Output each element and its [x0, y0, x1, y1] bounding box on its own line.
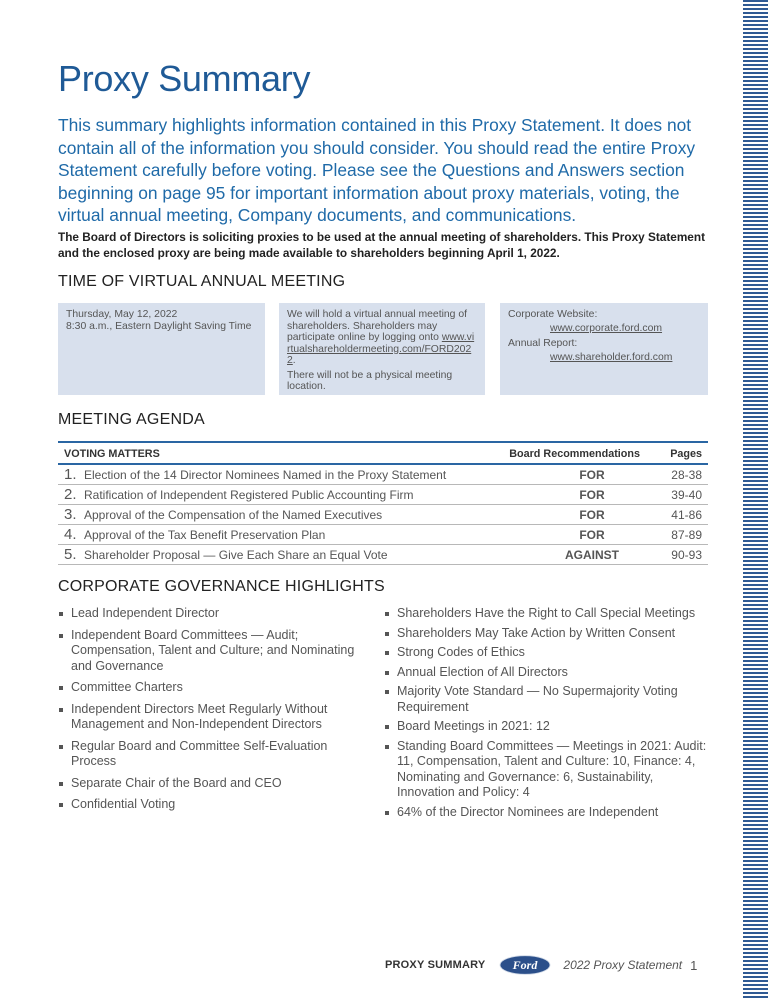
item-pages: 28-38 — [646, 464, 708, 485]
item-recommendation: FOR — [494, 485, 646, 505]
item-matter: Approval of the Compensation of the Named Executives — [84, 508, 383, 522]
footer-publication: 2022 Proxy Statement — [563, 958, 683, 972]
item-number: 3. — [64, 506, 77, 523]
meeting-time: 8:30 a.m., Eastern Daylight Saving Time — [66, 320, 252, 332]
decorative-stripe-band — [743, 0, 768, 1000]
item-matter: Election of the 14 Director Nominees Named in the Proxy Statement — [84, 468, 447, 482]
agenda-header-row — [58, 442, 708, 464]
agenda-row — [58, 464, 708, 485]
page-footer — [385, 955, 697, 975]
governance-item: Committee Charters — [58, 680, 368, 696]
item-recommendation: FOR — [494, 525, 646, 545]
annual-report-label: Annual Report: — [508, 338, 578, 349]
governance-item: Independent Directors Meet Regularly Without Management and Non-Independent Directors — [58, 702, 368, 733]
governance-item: Shareholders Have the Right to Call Special Meetings — [384, 606, 714, 622]
agenda-row — [58, 505, 708, 525]
governance-item: Regular Board and Committee Self-Evaluation Process — [58, 739, 368, 770]
corporate-website-link[interactable]: www.corporate.ford.com — [550, 322, 663, 334]
col-board-recommendations: Board Recommendations — [494, 442, 646, 464]
ford-logo-icon — [499, 955, 551, 975]
item-number: 5. — [64, 546, 77, 563]
virtual-meeting-box: We will hold a virtual annual meeting of shareholders. Shareholders may participate online by logging onto www.virtualshareholdermeeting.com/FORD2022. There will not be a physical meeting location. — [279, 303, 485, 395]
governance-item: Standing Board Committees — Meetings in 2021: Audit: 11, Compensation, Talent and Culture: 10, Finance: 4, Nominating and Governance: 6, Sustainability, Innovation and Policy: 4 — [384, 739, 714, 801]
annual-report-link[interactable]: www.shareholder.ford.com — [550, 351, 673, 363]
website-label: Corporate Website: — [508, 309, 598, 320]
governance-item: Majority Vote Standard — No Supermajority Voting Requirement — [384, 684, 714, 715]
col-voting-matters: VOTING MATTERS — [58, 442, 494, 464]
item-recommendation: AGAINST — [494, 545, 646, 565]
page-title: Proxy Summary — [58, 58, 311, 99]
governance-item: Board Meetings in 2021: 12 — [384, 719, 714, 735]
no-physical-location-text: There will not be a physical meeting location. — [287, 369, 453, 392]
governance-item: Shareholders May Take Action by Written Consent — [384, 626, 714, 642]
item-matter: Approval of the Tax Benefit Preservation Plan — [84, 528, 326, 542]
agenda-table — [58, 441, 708, 565]
ford-logo-text: Ford — [513, 958, 538, 972]
item-pages: 41-86 — [646, 505, 708, 525]
governance-item: Separate Chair of the Board and CEO — [58, 776, 368, 792]
governance-item: Confidential Voting — [58, 797, 368, 813]
item-pages: 90-93 — [646, 545, 708, 565]
governance-item: Annual Election of All Directors — [384, 665, 714, 681]
item-recommendation: FOR — [494, 505, 646, 525]
item-matter: Shareholder Proposal — Give Each Share an Equal Vote — [84, 548, 388, 562]
intro-paragraph: This summary highlights information contained in this Proxy Statement. It does not contain all of the information you should consider. You should read the entire Proxy Statement carefully before voting. Please see the Questions and Answers section beginning on page 95 for important information about proxy materials, voting, the virtual annual meeting, Company documents, and communications. — [58, 115, 696, 225]
governance-item: Lead Independent Director — [58, 606, 368, 622]
col-pages: Pages — [646, 442, 708, 464]
meeting-date: Thursday, May 12, 2022 — [66, 309, 178, 320]
agenda-row — [58, 485, 708, 505]
item-pages: 87-89 — [646, 525, 708, 545]
virtual-meeting-link[interactable]: www.virtualshareholdermeeting.com/FORD2022 — [287, 332, 475, 366]
item-number: 4. — [64, 526, 77, 543]
item-matter: Ratification of Independent Registered Public Accounting Firm — [84, 488, 414, 502]
agenda-row — [58, 545, 708, 565]
footer-section-label: PROXY SUMMARY — [385, 959, 486, 971]
item-number: 1. — [64, 466, 77, 483]
meeting-time-box — [58, 303, 265, 395]
solicitation-notice: The Board of Directors is soliciting proxies to be used at the annual meeting of shareholders. This Proxy Statement and the enclosed proxy are being made available to shareholders beginning April 1, 2022. — [58, 230, 705, 260]
meeting-heading: TIME OF VIRTUAL ANNUAL MEETING — [58, 273, 346, 290]
governance-item: 64% of the Director Nominees are Independent — [384, 805, 714, 821]
websites-box — [500, 303, 708, 395]
agenda-heading: MEETING AGENDA — [58, 411, 205, 428]
item-pages: 39-40 — [646, 485, 708, 505]
item-number: 2. — [64, 486, 77, 503]
governance-item: Independent Board Committees — Audit; Compensation, Talent and Culture; and Nominating and Governance — [58, 628, 368, 675]
governance-list-left — [58, 606, 368, 819]
virtual-meeting-text: We will hold a virtual annual meeting of shareholders. Shareholders may participate online by logging onto — [287, 309, 468, 343]
governance-list-right — [384, 606, 714, 824]
governance-heading: CORPORATE GOVERNANCE HIGHLIGHTS — [58, 578, 385, 595]
agenda-row — [58, 525, 708, 545]
footer-page-number: 1 — [690, 957, 698, 973]
item-recommendation: FOR — [494, 464, 646, 485]
governance-item: Strong Codes of Ethics — [384, 645, 714, 661]
